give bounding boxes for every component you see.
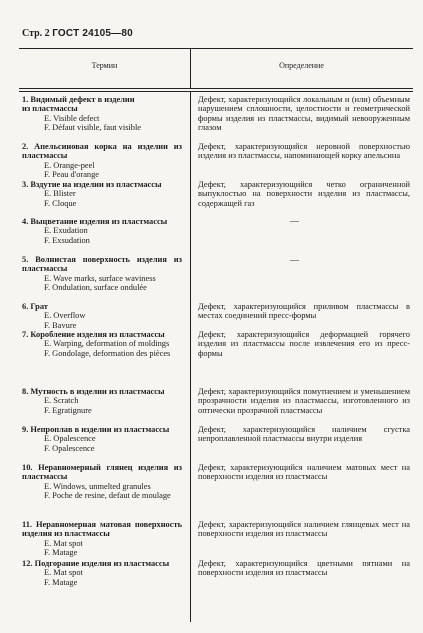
term-ru: 2. Апельсиновая корка на изделии из пластмассы — [22, 142, 182, 161]
definition-text: Дефект, характеризующийся неровной поверхностью изделия из пластмассы, напоминающей корку апельсина — [198, 142, 410, 161]
column-header-definition: Определение — [279, 61, 324, 70]
definition-text: Дефект, характеризующийся наличием матовых мест на поверхности изделия из пластмассы — [198, 463, 410, 482]
term-fr: F. Poche de resine, defaut de moulage — [44, 490, 171, 500]
term-fr: F. Matage — [44, 547, 78, 557]
definition-text: Дефект, характеризующийся цветными пятнами на поверхности изделия из пластмассы — [198, 559, 410, 578]
term-fr: F. Matage — [44, 577, 78, 587]
term-fr: F. Peau d'orange — [44, 169, 100, 179]
term-ru: 7. Коробление изделия из пластмассы — [22, 330, 165, 339]
term-en: E. Visible defect — [44, 113, 100, 123]
definition-text: Дефект, характеризующийся приливом пластмассы в местах соединений пресс-формы — [198, 302, 410, 321]
term-en: E. Orange-peel — [44, 160, 95, 170]
term-ru: 4. Выцветание изделия из пластмассы — [22, 217, 168, 226]
term-en: E. Wave marks, surface waviness — [44, 273, 156, 283]
page-label: Стр. 2 — [22, 28, 50, 39]
term-entry — [22, 180, 182, 208]
definition-text: Дефект, характеризующийся наличием глянцевых мест на поверхности изделия из пластмассы — [198, 520, 410, 539]
term-entry — [22, 520, 182, 557]
term-en: E. Blister — [44, 189, 76, 199]
term-ru: 1. Видимый дефект в изделии из пластмассы — [22, 95, 135, 114]
term-entry — [22, 387, 182, 415]
term-fr: F. Opalescence — [44, 443, 95, 453]
term-ru: 5. Волнистая поверхность изделия из пластмассы — [22, 255, 182, 274]
term-ru: 11. Неравномерная матовая поверхность изделия из пластмассы — [22, 520, 182, 539]
term-en: E. Mat spot — [44, 568, 83, 578]
definition-dash: — — [290, 216, 299, 226]
term-en: E. Opalescence — [44, 434, 96, 444]
term-entry — [22, 463, 182, 500]
definition-text: Дефект, характеризующийся наличием сгустка непроплавленной пластмассы внутри изделия — [198, 425, 410, 444]
term-ru: 10. Неравномерный глянец изделия из пластмассы — [22, 463, 182, 482]
term-en: E. Scratch — [44, 396, 79, 406]
term-en: E. Exudation — [44, 226, 88, 236]
header-rule — [19, 88, 413, 89]
term-ru: 6. Грат — [22, 302, 48, 311]
term-fr: F. Défaut visible, faut visible — [44, 122, 142, 132]
term-entry — [22, 330, 182, 358]
term-entry — [22, 559, 182, 587]
page-header — [22, 28, 133, 39]
term-fr: F. Egratignure — [44, 405, 92, 415]
definition-text: Дефект, характеризующийся деформацией горячего изделия из пластмассы после извлечения его из пресс-формы — [198, 330, 410, 358]
definition-text: Дефект, характеризующийся локальным и (или) объемным нарушением сплошности, целостности и геометрической формы изделия из пластмассы, видимый невооруженным глазом — [198, 95, 410, 132]
definition-text: Дефект, характеризующийся помутнением и уменьшением прозрачности изделия из пластмассы, изготовленного из оптически прозрачной пластмассы — [198, 387, 410, 415]
term-fr: F. Exsudation — [44, 235, 90, 245]
term-ru: 3. Вздутие на изделии из пластмассы — [22, 180, 162, 189]
term-en: E. Warping, deformation of moldings — [44, 339, 170, 349]
term-entry — [22, 302, 182, 330]
term-entry — [22, 217, 182, 245]
column-header-term: Термин — [91, 61, 118, 70]
header-rule-double — [19, 91, 413, 92]
term-fr: F. Bavure — [44, 320, 77, 330]
term-fr: F. Cloque — [44, 198, 77, 208]
term-entry — [22, 95, 182, 132]
term-en: E. Overflow — [44, 311, 86, 321]
term-en: E. Mat spot — [44, 538, 83, 548]
term-entry — [22, 425, 182, 453]
standard-number: ГОСТ 24105—80 — [52, 28, 133, 39]
term-fr: F. Gondolage, deformation des pièces — [44, 348, 171, 358]
term-ru: 9. Непроплав в изделии из пластмассы — [22, 425, 170, 434]
term-entry — [22, 255, 182, 292]
term-ru: 12. Подгорание изделия из пластмассы — [22, 559, 170, 568]
term-en: E. Windows, unmelted granules — [44, 481, 151, 491]
column-divider — [190, 92, 191, 622]
definition-text: Дефект, характеризующийся четко ограниченной выпуклостью на поверхности изделия из пластмассы, содержащей газ — [198, 180, 410, 208]
term-fr: F. Ondulation, surface ondulée — [44, 282, 147, 292]
definition-dash: — — [290, 255, 299, 265]
term-ru: 8. Мутность в изделии из пластмассы — [22, 387, 165, 396]
term-entry — [22, 142, 182, 179]
table-top-rule — [19, 48, 413, 49]
